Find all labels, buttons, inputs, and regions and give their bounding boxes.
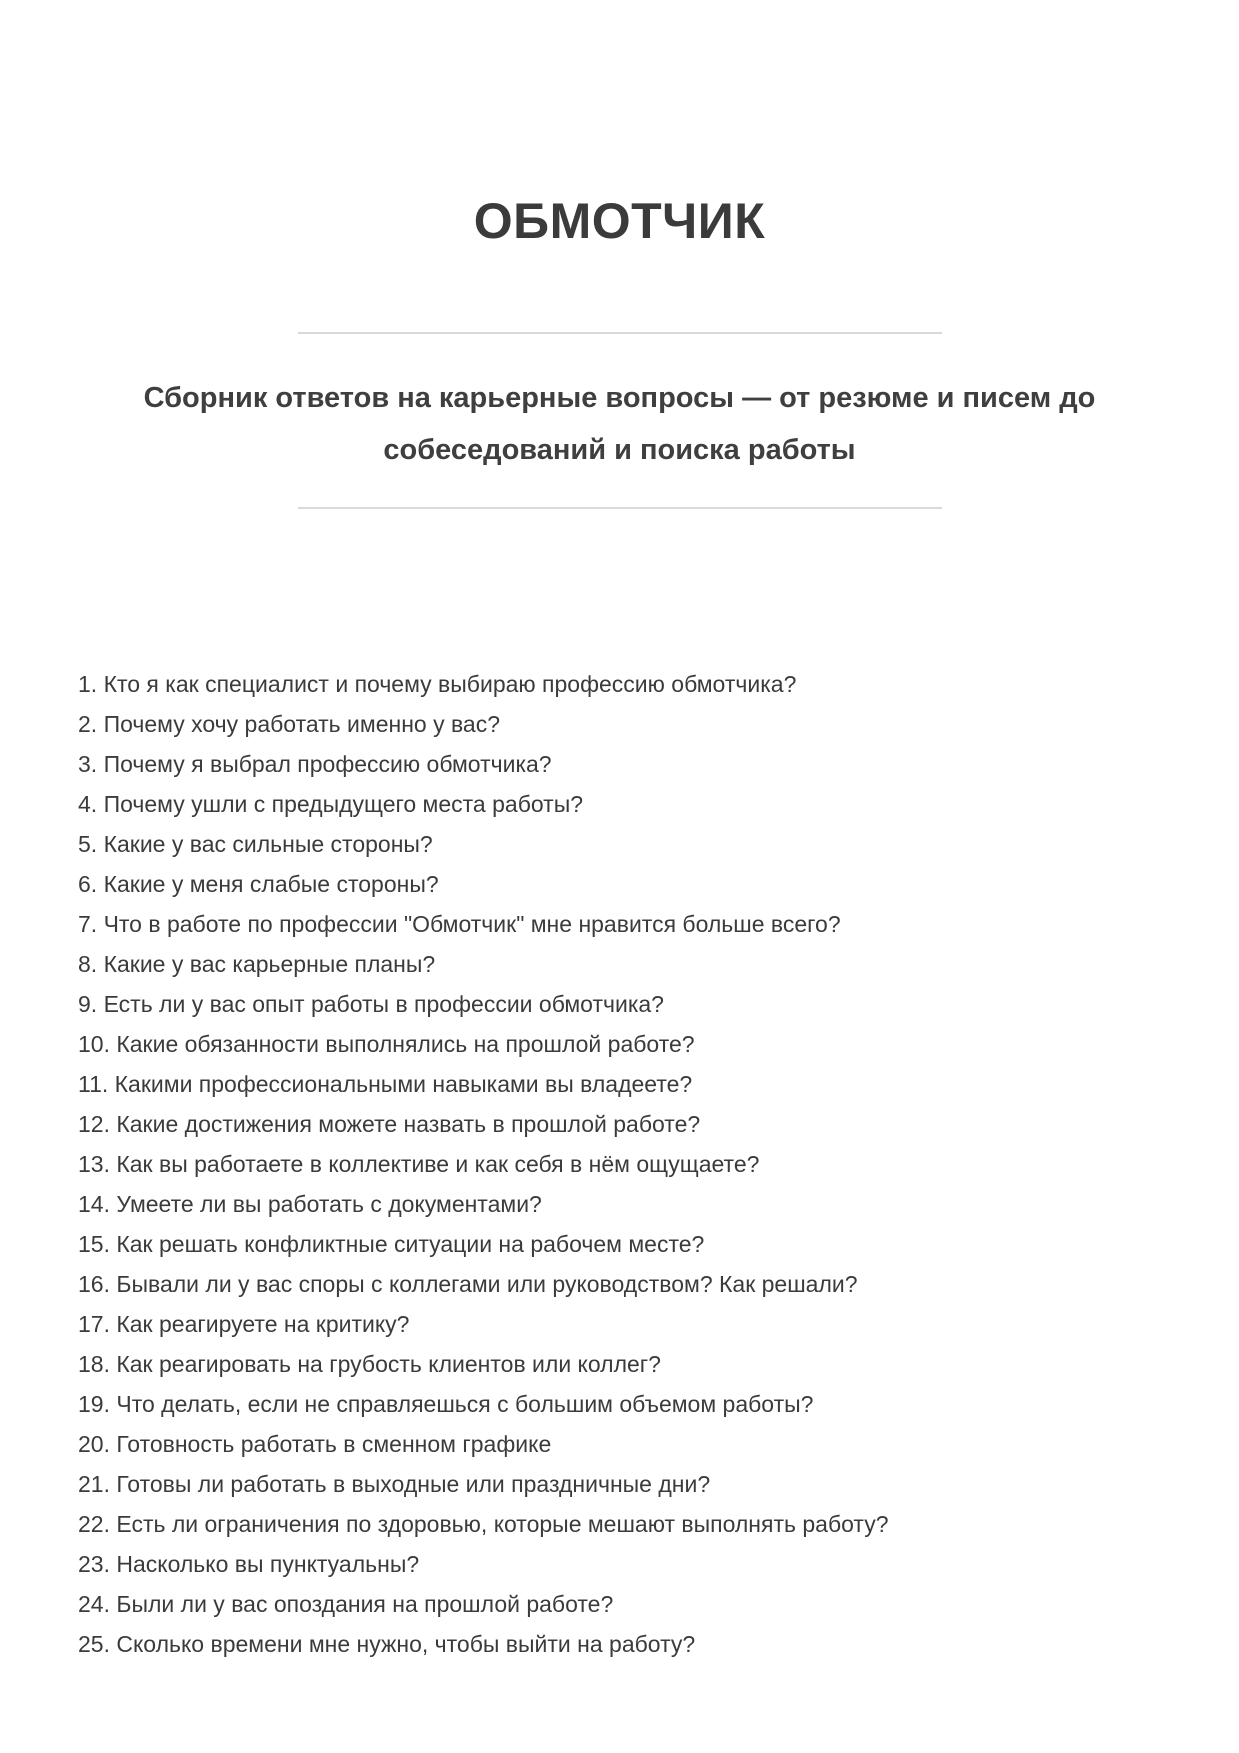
page-subtitle: Сборник ответов на карьерные вопросы — от резюме и писем до собеседований и поиска работы [143,382,1096,466]
question-item: 12. Какие достижения можете назвать в прошлой работе? [78,1111,701,1137]
question-item: 4. Почему ушли с предыдущего места работы? [78,791,584,817]
question-item: 18. Как реагировать на грубость клиентов или коллег? [78,1351,661,1377]
question-item: 9. Есть ли у вас опыт работы в профессии обмотчика? [78,991,664,1017]
question-item: 16. Бывали ли у вас споры с коллегами или руководством? Как решали? [78,1271,858,1297]
question-item: 24. Были ли у вас опоздания на прошлой работе? [78,1591,614,1617]
question-item: 11. Какими профессиональными навыками вы владеете? [78,1071,693,1097]
divider-top [298,332,942,334]
question-item: 3. Почему я выбрал профессию обмотчика? [78,751,552,777]
question-item: 21. Готовы ли работать в выходные или праздничные дни? [78,1471,711,1497]
question-item: 2. Почему хочу работать именно у вас? [78,711,501,737]
question-item: 17. Как реагируете на критику? [78,1311,410,1337]
question-item: 13. Как вы работаете в коллективе и как себя в нём ощущаете? [78,1151,760,1177]
question-item: 20. Готовность работать в сменном графике [78,1431,552,1457]
question-item: 6. Какие у меня слабые стороны? [78,871,439,897]
questions-list [78,664,1189,1664]
question-item: 14. Умеете ли вы работать с документами? [78,1191,542,1217]
question-item: 1. Кто я как специалист и почему выбираю профессию обмотчика? [78,671,797,697]
page-title: ОБМОТЧИК [473,193,766,249]
question-item: 25. Сколько времени мне нужно, чтобы выйти на работу? [78,1631,696,1657]
question-item: 7. Что в работе по профессии "Обмотчик" мне нравится больше всего? [78,911,841,937]
question-item: 10. Какие обязанности выполнялись на прошлой работе? [78,1031,695,1057]
question-item: 19. Что делать, если не справляешься с большим объемом работы? [78,1391,814,1417]
divider-bottom [298,507,942,509]
question-item: 15. Как решать конфликтные ситуации на рабочем месте? [78,1231,705,1257]
question-item: 22. Есть ли ограничения по здоровью, которые мешают выполнять работу? [78,1511,889,1537]
question-item: 23. Насколько вы пунктуальны? [78,1551,420,1577]
question-item: 5. Какие у вас сильные стороны? [78,831,433,857]
question-item: 8. Какие у вас карьерные планы? [78,951,436,977]
